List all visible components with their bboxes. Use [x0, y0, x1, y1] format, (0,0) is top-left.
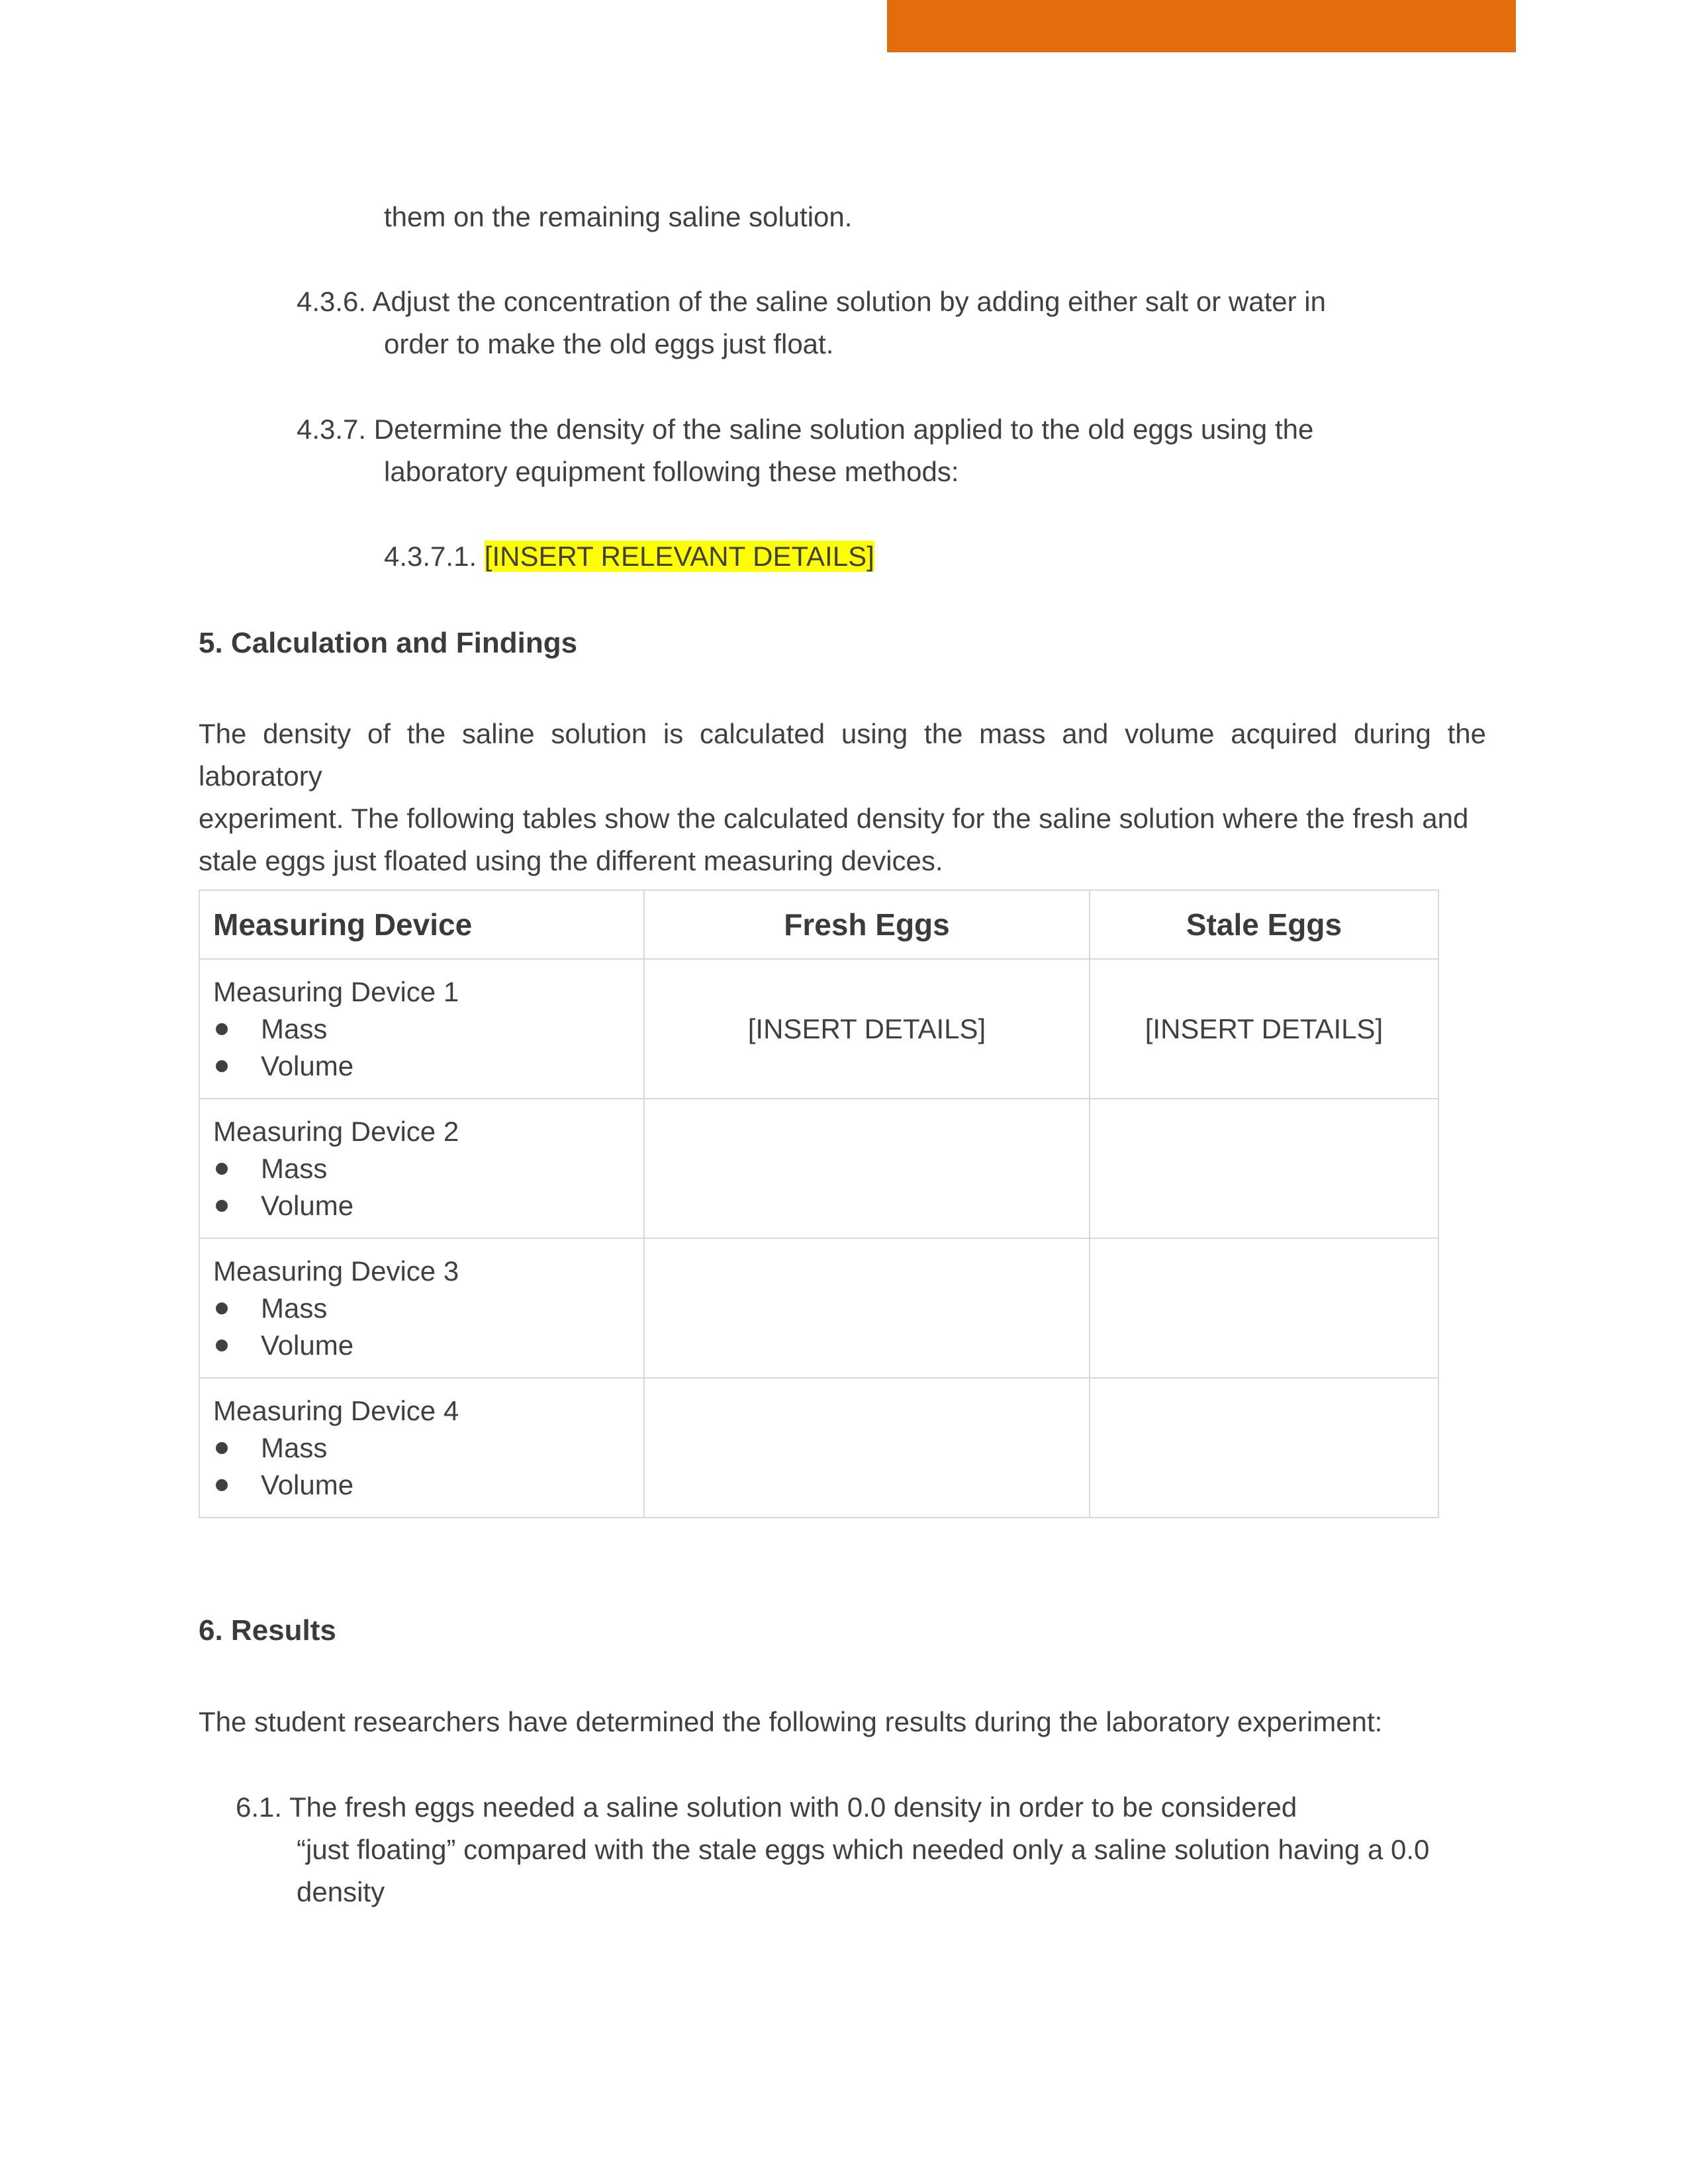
bullet-text: Volume — [261, 1189, 354, 1221]
list-item-continuation: them on the remaining saline solution. — [384, 201, 853, 232]
bullet-text: Volume — [261, 1050, 354, 1081]
bullet-text: Mass — [261, 1292, 328, 1324]
bullet-icon — [216, 1302, 228, 1314]
bullet-item — [213, 1048, 630, 1085]
bullet-icon — [216, 1023, 228, 1035]
results-intro: The student researchers have determined the following results during the laboratory experiment: — [199, 1706, 1383, 1737]
bullet-icon — [216, 1442, 228, 1454]
list-item-6-1-line3: density — [297, 1876, 385, 1907]
stale-eggs-cell — [1090, 1378, 1438, 1518]
table-row — [199, 1378, 1438, 1518]
stale-eggs-cell: [INSERT DETAILS] — [1090, 959, 1438, 1099]
column-header-fresh-eggs: Fresh Eggs — [644, 890, 1090, 959]
list-item-4-3-7-line2: laboratory equipment following these methods: — [384, 456, 959, 487]
column-header-stale-eggs: Stale Eggs — [1090, 890, 1438, 959]
table-header-row — [199, 890, 1438, 959]
bullet-item — [213, 1327, 630, 1364]
bullet-item — [213, 1187, 630, 1224]
fresh-eggs-cell — [644, 1238, 1090, 1378]
device-cell — [199, 1099, 644, 1238]
section5-paragraph — [199, 713, 1486, 882]
bullet-icon — [216, 1340, 228, 1351]
fresh-eggs-cell — [644, 1099, 1090, 1238]
fresh-eggs-cell — [644, 1378, 1090, 1518]
section-heading-results: 6. Results — [199, 1614, 336, 1647]
list-item-6-1-line2: “just floating” compared with the stale eggs which needed only a saline solution having a 0.0 — [297, 1834, 1430, 1865]
bullet-text: Volume — [261, 1469, 354, 1500]
list-item-number: 4.3.7.1. — [384, 541, 477, 572]
column-header-measuring-device: Measuring Device — [199, 890, 644, 959]
device-cell — [199, 1378, 644, 1518]
header-accent-bar — [887, 0, 1516, 52]
bullet-text: Mass — [261, 1152, 328, 1184]
placeholder-highlight: [INSERT RELEVANT DETAILS] — [484, 541, 874, 572]
list-item-4-3-6-line1: 4.3.6. Adjust the concentration of the saline solution by adding either salt or water in — [297, 286, 1326, 317]
fresh-eggs-cell: [INSERT DETAILS] — [644, 959, 1090, 1099]
bullet-item — [213, 1430, 630, 1467]
bullet-text: Mass — [261, 1013, 328, 1044]
bullet-icon — [216, 1479, 228, 1491]
bullet-text: Volume — [261, 1329, 354, 1361]
stale-eggs-cell — [1090, 1238, 1438, 1378]
bullet-icon — [216, 1163, 228, 1175]
density-table — [199, 889, 1439, 1518]
list-item-6-1-line1: 6.1. The fresh eggs needed a saline solution with 0.0 density in order to be considered — [236, 1792, 1297, 1823]
section-heading-calculation: 5. Calculation and Findings — [199, 627, 578, 659]
device-name: Measuring Device 1 — [213, 976, 459, 1007]
table-row — [199, 1099, 1438, 1238]
bullet-item — [213, 1150, 630, 1187]
stale-eggs-cell — [1090, 1099, 1438, 1238]
paragraph-line: stale eggs just floated using the different measuring devices. — [199, 845, 943, 876]
list-item-4-3-6-line2: order to make the old eggs just float. — [384, 328, 834, 359]
bullet-icon — [216, 1060, 228, 1072]
device-name: Measuring Device 2 — [213, 1115, 459, 1147]
list-item-6-1-continuation — [297, 1829, 1486, 1913]
list-item-4-3-7-line1: 4.3.7. Determine the density of the saline solution applied to the old eggs using the — [297, 414, 1314, 445]
paragraph-line: experiment. The following tables show the calculated density for the saline solution where the fresh and — [199, 803, 1469, 834]
list-item-4-3-7-1 — [384, 535, 874, 578]
bullet-item — [213, 1467, 630, 1504]
bullet-icon — [216, 1200, 228, 1212]
paragraph-line: The density of the saline solution is calculated using the mass and volume acquired during the laboratory — [199, 718, 1486, 792]
bullet-item — [213, 1290, 630, 1327]
table-row — [199, 1238, 1438, 1378]
bullet-item — [213, 1011, 630, 1048]
device-cell — [199, 959, 644, 1099]
device-cell — [199, 1238, 644, 1378]
device-name: Measuring Device 3 — [213, 1255, 459, 1287]
table-row — [199, 959, 1438, 1099]
device-name: Measuring Device 4 — [213, 1394, 459, 1426]
bullet-text: Mass — [261, 1432, 328, 1463]
